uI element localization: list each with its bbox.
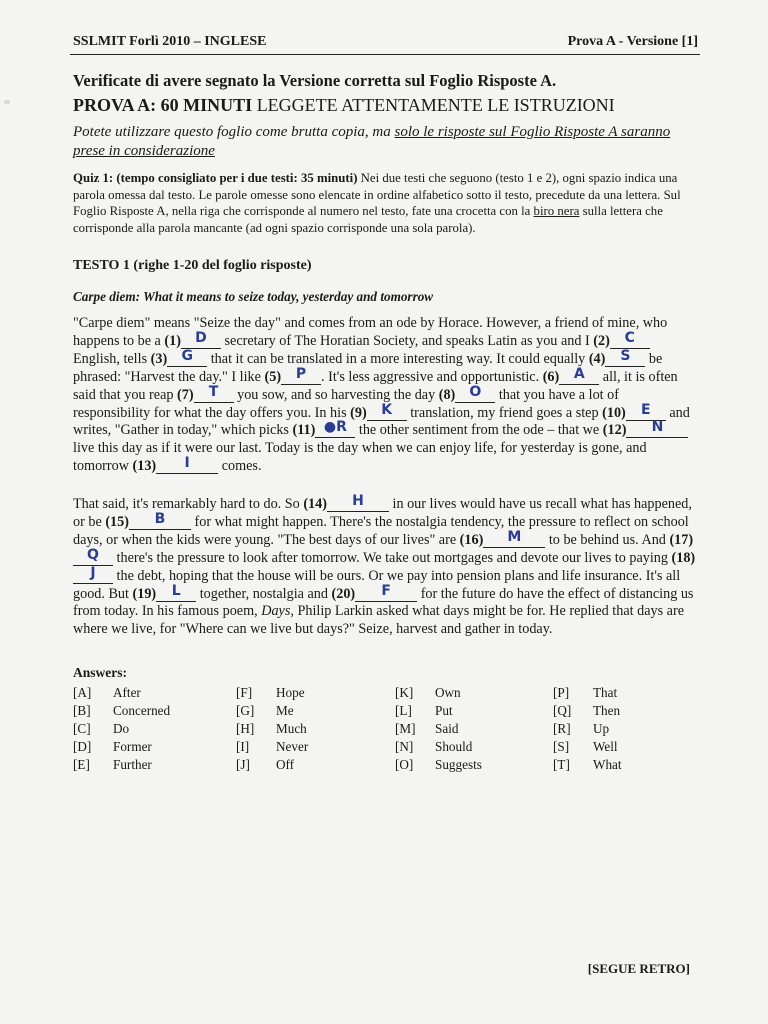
option-word: What <box>593 757 622 772</box>
option-letter: [K] <box>395 685 414 700</box>
option-letter: [C] <box>73 721 91 736</box>
option-word: Concerned <box>113 703 171 718</box>
blank-number: (12) <box>602 422 627 439</box>
option-word: Much <box>276 721 307 736</box>
blank-number: (2) <box>593 332 610 349</box>
answers-column-4 <box>553 684 622 774</box>
option-word: Me <box>276 703 294 718</box>
exam-title-normal: LEGGETE ATTENTAMENTE LE ISTRUZIONI <box>252 95 615 115</box>
option-word: Up <box>593 721 610 736</box>
blank-3 <box>167 347 207 367</box>
handwritten-answer: Q <box>87 546 99 563</box>
text-run: the debt, hoping that the house will be ours. Or we pay into pension plans and life insurance. It's all good. But <box>73 567 681 602</box>
blank-number: (17) <box>669 531 694 548</box>
answer-option <box>553 684 622 702</box>
ink-blot-mark: ● <box>323 419 337 436</box>
quiz-underlined: biro nera <box>533 204 580 218</box>
text-run: and writes, "Gather in today," which picks <box>73 404 690 439</box>
handwritten-answer: J <box>90 564 96 581</box>
handwritten-answer: F <box>381 582 391 599</box>
blank-1 <box>181 329 221 349</box>
blank-4 <box>605 347 645 367</box>
text-run: comes. <box>218 458 262 475</box>
option-word: Put <box>435 703 453 718</box>
answer-option <box>553 738 622 756</box>
blank-number: (3) <box>150 350 168 367</box>
handwritten-answer: M <box>507 528 522 545</box>
answer-option <box>73 702 170 720</box>
option-letter: [T] <box>553 757 570 772</box>
answers-column-3 <box>395 684 482 774</box>
page-header <box>73 34 698 50</box>
option-letter: [S] <box>553 739 570 754</box>
exam-title-bold: PROVA A: 60 MINUTI <box>73 95 253 115</box>
answer-option <box>553 720 622 738</box>
option-letter: [I] <box>236 739 250 754</box>
blank-8 <box>455 383 495 403</box>
text-run: English, tells <box>73 350 151 367</box>
answer-option <box>236 702 308 720</box>
text-run: live this day as if it were our last. Today is the day when we can enjoy life, for yesterday is gone, and tomorrow <box>73 440 647 475</box>
answer-option <box>395 702 482 720</box>
blank-7 <box>194 383 234 403</box>
blank-13 <box>156 455 218 474</box>
option-word: Hope <box>276 685 305 700</box>
exam-title <box>73 95 615 116</box>
answer-option <box>395 738 482 756</box>
paragraph-2 <box>73 493 696 639</box>
blank-number: (19) <box>132 585 157 602</box>
blank-number: (13) <box>132 458 157 475</box>
handwritten-answer: D <box>195 329 207 346</box>
blank-12 <box>626 419 688 438</box>
handwritten-answer: N <box>651 419 664 436</box>
handwritten-answer: H <box>352 493 364 509</box>
header-left: SSLMIT Forlì 2010 – INGLESE <box>73 34 267 49</box>
blank-6 <box>559 365 599 385</box>
answers-title: Answers: <box>73 665 127 680</box>
blank-17 <box>73 546 113 566</box>
blank-5 <box>281 365 321 385</box>
text-run: the other sentiment from the ode – that we <box>355 422 603 439</box>
text-run: translation, my friend goes a step <box>406 404 603 421</box>
blank-number: (18) <box>671 549 696 566</box>
blank-number: (16) <box>459 531 484 548</box>
option-letter: [A] <box>73 685 92 700</box>
option-letter: [F] <box>236 685 253 700</box>
answer-option <box>395 684 482 702</box>
blank-number: (20) <box>331 585 356 602</box>
draft-notice-underlined: solo le risposte sul Foglio Risposte A saranno prese in considerazione <box>73 124 671 159</box>
blank-number: (9) <box>350 404 367 421</box>
text-run: that you have a lot of responsibility for what the day offers you. In his <box>73 386 619 421</box>
blank-number: (11) <box>292 422 316 439</box>
text-run: to be behind us. And <box>545 531 670 548</box>
page-footer: [SEGUE RETRO] <box>587 961 690 976</box>
blank-number: (15) <box>105 513 129 530</box>
handwritten-answer: O <box>469 383 482 400</box>
handwritten-answer: L <box>171 582 181 599</box>
option-letter: [N] <box>395 739 414 754</box>
answers-column-1 <box>73 684 170 774</box>
option-letter: [E] <box>73 757 90 772</box>
answer-option <box>236 738 308 756</box>
option-word: Own <box>435 685 461 700</box>
text-run: there's the pressure to look after tomorrow. We take out mortgages and devote our lives to paying <box>113 549 672 566</box>
answer-option <box>73 720 170 738</box>
answer-option <box>553 756 622 774</box>
handwritten-answer: K <box>381 401 393 418</box>
answers-column-2 <box>236 684 308 774</box>
draft-notice <box>73 123 700 161</box>
blank-number: (14) <box>303 496 327 512</box>
option-word: Suggests <box>435 757 482 772</box>
blank-20 <box>355 582 417 602</box>
handwritten-answer: I <box>184 455 190 472</box>
option-word: Should <box>435 739 473 754</box>
handwritten-answer: C <box>624 329 635 346</box>
text-run: That said, it's remarkably hard to do. So <box>73 496 304 512</box>
option-letter: [O] <box>395 757 414 772</box>
text-run: all, it is often said that you reap <box>73 368 678 403</box>
handwritten-answer: T <box>208 383 219 400</box>
text-run: together, nostalgia and <box>196 585 332 602</box>
text-run: . It's less aggressive and opportunistic. <box>321 368 543 385</box>
option-letter: [J] <box>236 757 250 772</box>
option-word: Further <box>113 757 152 772</box>
answer-option <box>395 756 482 774</box>
answer-option <box>73 756 170 774</box>
text-run: in our lives would have us recall what has happened, or be <box>73 496 692 530</box>
quiz-text-1: Nei due testi che seguono (testo 1 e 2), ogni spazio indica una parola omessa dal testo. Le parole omesse sono elencate in ordine alfabetico sotto il testo, precedute da una lettera. Sul Foglio Risposte A, nella riga che corrisponde al numero nel testo, fate una crocetta con la <box>73 171 681 218</box>
quiz-text-2: sulla lettera che corrisponde alla parola mancante (ad ogni spazio corrisponde una sola parola). <box>73 204 663 235</box>
blank-2 <box>610 329 650 349</box>
blank-9 <box>367 401 407 421</box>
blank-19 <box>156 582 196 602</box>
paragraph-1 <box>73 315 696 476</box>
handwritten-answer: E <box>640 401 651 418</box>
text-run: secretary of The Horatian Society, and speaks Latin as you and I <box>220 332 594 349</box>
option-word: Never <box>276 739 309 754</box>
answer-option <box>553 702 622 720</box>
text-run: be phrased: "Harvest the day." I like <box>73 350 663 385</box>
blank-number: (6) <box>542 368 560 385</box>
text-run: you sow, and so harvesting the day <box>233 386 439 403</box>
handwritten-answer: G <box>181 347 193 364</box>
option-letter: [H] <box>236 721 255 736</box>
blank-11 <box>315 419 355 438</box>
blank-18 <box>73 564 113 584</box>
quiz-title: Quiz 1: (tempo consigliato per i due testi: 35 minuti) <box>73 171 358 185</box>
answer-option <box>236 720 308 738</box>
option-word: That <box>593 685 618 700</box>
blank-14 <box>327 493 389 512</box>
option-word: Do <box>113 721 130 736</box>
blank-number: (4) <box>588 350 606 367</box>
scan-smudge <box>4 100 10 104</box>
blank-number: (5) <box>264 368 282 385</box>
text-run: that it can be translated in a more interesting way. It could equally <box>207 350 589 367</box>
blank-number: (7) <box>177 386 194 403</box>
header-rule <box>70 54 700 55</box>
answer-option <box>395 720 482 738</box>
answer-option <box>236 756 308 774</box>
option-word: After <box>113 685 141 700</box>
handwritten-answer: S <box>620 347 631 364</box>
text-subtitle: Carpe diem: What it means to seize today, yesterday and tomorrow <box>73 289 434 304</box>
answer-option <box>236 684 308 702</box>
option-word: Then <box>593 703 621 718</box>
blank-16 <box>483 528 545 548</box>
option-letter: [G] <box>236 703 255 718</box>
section-title: TESTO 1 (righe 1-20 del foglio risposte) <box>73 258 312 273</box>
draft-notice-text: Potete utilizzare questo foglio come brutta copia, ma <box>73 124 395 140</box>
option-word: Off <box>276 757 295 772</box>
option-letter: [B] <box>73 703 91 718</box>
text-run: for what might happen. There's the nostalgia tendency, the pressure to reflect on school days, or when the kids were young. "The best days of our lives" are <box>73 513 689 548</box>
blank-number: (10) <box>602 404 626 421</box>
text-run: for the future do have the effect of distancing us from today. In his famous poem, <box>73 585 694 620</box>
answer-option <box>73 738 170 756</box>
option-word: Former <box>113 739 152 754</box>
handwritten-answer: R <box>336 419 347 436</box>
version-notice: Verificate di avere segnato la Versione corretta sul Foglio Risposte A. <box>73 71 557 90</box>
header-right: Prova A - Versione [1] <box>567 34 698 49</box>
option-letter: [L] <box>395 703 412 718</box>
blank-number: (1) <box>164 332 181 349</box>
blank-15 <box>129 510 191 530</box>
option-letter: [Q] <box>553 703 572 718</box>
option-word: Said <box>435 721 459 736</box>
poem-title: Days <box>261 603 291 620</box>
option-letter: [M] <box>395 721 416 736</box>
option-word: Well <box>593 739 618 754</box>
option-letter: [R] <box>553 721 571 736</box>
answer-option <box>73 684 170 702</box>
handwritten-answer: A <box>573 365 585 382</box>
text-run: "Carpe diem" means "Seize the day" and comes from an ode by Horace. However, a friend of mine, who happens to be a <box>73 315 668 349</box>
handwritten-answer: B <box>154 510 166 527</box>
blank-number: (8) <box>438 386 456 403</box>
option-letter: [D] <box>73 739 92 754</box>
option-letter: [P] <box>553 685 570 700</box>
quiz-instructions <box>73 170 698 236</box>
text-run: , Philip Larkin asked what days might be for. He replied that days are where we live, for "Where can we live but days?" Seize, harvest and gather in today. <box>73 603 684 638</box>
handwritten-answer: P <box>295 365 307 382</box>
